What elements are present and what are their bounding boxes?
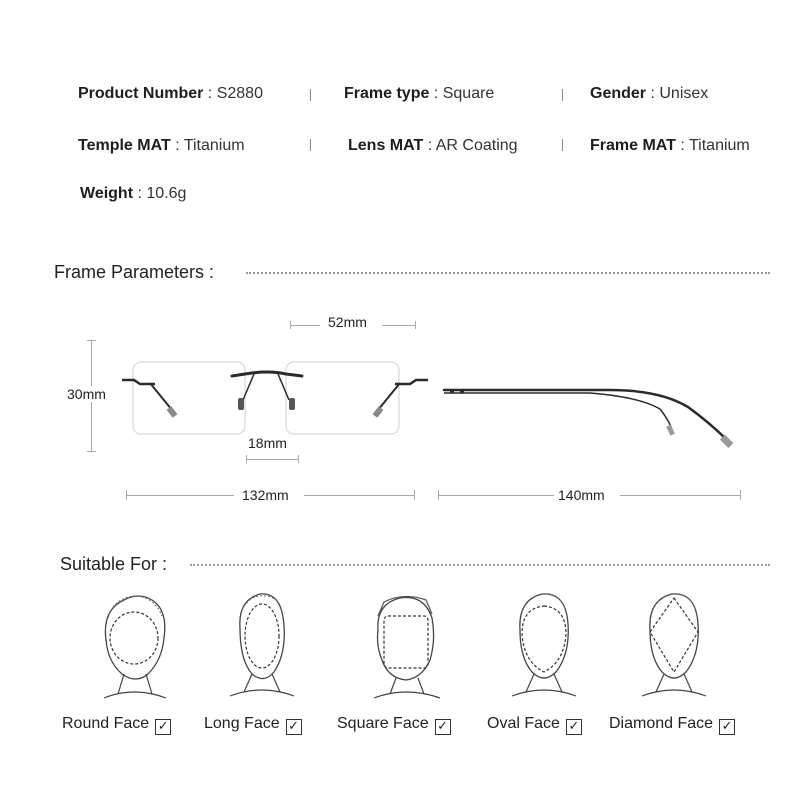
face-label-long bbox=[204, 715, 302, 733]
face-label-text: Long Face bbox=[204, 715, 280, 732]
lens-height-guide-tick bbox=[87, 451, 96, 452]
spec-separator: : bbox=[650, 85, 655, 102]
spec-label: Temple MAT bbox=[78, 137, 171, 154]
face-label-text: Diamond Face bbox=[609, 715, 714, 732]
lens-right bbox=[286, 362, 399, 434]
nose-pad-right bbox=[289, 398, 295, 410]
face-label-round bbox=[62, 715, 171, 733]
bridge-width-guide bbox=[246, 459, 298, 460]
lens-left bbox=[133, 362, 245, 434]
frame-parameters-title: Frame Parameters : bbox=[54, 262, 215, 282]
total-width-guide-right bbox=[304, 495, 414, 496]
spec-label: Gender bbox=[590, 85, 647, 102]
temple-right-folded bbox=[378, 383, 400, 410]
lens-width-guide-left bbox=[290, 325, 320, 326]
checkbox-checked-icon: ✓ bbox=[155, 719, 171, 735]
temple-left-folded bbox=[150, 383, 172, 410]
spec-value: S2880 bbox=[216, 85, 263, 102]
spec-temple-mat bbox=[78, 137, 245, 155]
lens-height-label: 30mm bbox=[67, 386, 106, 402]
temple-length-guide-tick bbox=[438, 490, 439, 500]
lens-height-guide-tick bbox=[87, 340, 96, 341]
checkbox-checked-icon: ✓ bbox=[566, 719, 582, 735]
spec-value: Titanium bbox=[183, 137, 245, 154]
spec-product-number bbox=[78, 85, 263, 103]
oval-face-icon bbox=[504, 588, 584, 698]
temple-inner-tip bbox=[666, 425, 675, 436]
total-width-label: 132mm bbox=[242, 487, 289, 503]
face-label-square bbox=[337, 715, 451, 733]
suitable-for-title: Suitable For : bbox=[60, 554, 168, 574]
temple-arm bbox=[444, 390, 727, 440]
face-label-text: Round Face bbox=[62, 715, 150, 732]
spec-frame-mat bbox=[590, 137, 750, 155]
spec-separator: : bbox=[175, 137, 180, 154]
temple-length-label: 140mm bbox=[558, 487, 605, 503]
column-divider bbox=[562, 89, 563, 101]
bridge-width-guide-tick bbox=[298, 455, 299, 463]
spec-label: Weight bbox=[80, 185, 134, 202]
nose-pad-left bbox=[238, 398, 244, 410]
lens-width-guide-tick bbox=[290, 321, 291, 329]
section-dotted-rule bbox=[246, 272, 770, 274]
lens-width-guide-tick bbox=[415, 321, 416, 329]
spec-separator: : bbox=[433, 85, 439, 102]
spec-value: 10.6g bbox=[146, 185, 187, 202]
temple-length-guide-right bbox=[620, 495, 740, 496]
spec-label: Product Number bbox=[78, 85, 204, 102]
hinge-screw bbox=[460, 389, 464, 393]
spec-lens-mat bbox=[348, 137, 518, 155]
spec-separator: : bbox=[207, 85, 213, 102]
hinge-screw bbox=[450, 389, 454, 393]
spec-label: Frame MAT bbox=[590, 137, 676, 154]
temple-inner-wire bbox=[444, 393, 672, 429]
checkbox-checked-icon: ✓ bbox=[286, 719, 302, 735]
bridge-width-label: 18mm bbox=[248, 435, 287, 451]
lens-width-label: 52mm bbox=[328, 314, 367, 330]
total-width-guide-tick bbox=[414, 490, 415, 500]
total-width-guide-left bbox=[126, 495, 234, 496]
face-label-text: Square Face bbox=[337, 715, 429, 732]
square-face-icon bbox=[364, 590, 448, 700]
column-divider bbox=[562, 139, 563, 151]
lens-width-guide-right bbox=[382, 325, 416, 326]
temple-length-guide-tick bbox=[740, 490, 741, 500]
bridge-arm-right bbox=[278, 374, 289, 400]
checkbox-checked-icon: ✓ bbox=[719, 719, 735, 735]
long-face-icon bbox=[222, 588, 302, 698]
face-label-oval bbox=[487, 715, 582, 733]
spec-separator: : bbox=[137, 185, 142, 202]
face-label-diamond bbox=[609, 715, 735, 733]
spec-value: Square bbox=[442, 85, 495, 102]
spec-label: Frame type bbox=[344, 85, 430, 102]
spec-frame-type bbox=[344, 85, 494, 103]
spec-separator: : bbox=[680, 137, 685, 154]
spec-gender bbox=[590, 85, 708, 103]
section-dotted-rule bbox=[190, 564, 770, 566]
spec-separator: : bbox=[427, 137, 433, 154]
temple-tip-right bbox=[373, 406, 384, 418]
round-face-icon bbox=[94, 590, 174, 700]
spec-label: Lens MAT bbox=[348, 137, 424, 154]
temple-length-guide-left bbox=[438, 495, 554, 496]
spec-value: Titanium bbox=[689, 137, 750, 154]
temple-tip-left bbox=[167, 406, 178, 418]
glasses-side-view bbox=[440, 385, 740, 455]
checkbox-checked-icon: ✓ bbox=[435, 719, 451, 735]
spec-weight bbox=[80, 185, 186, 203]
total-width-guide-tick bbox=[126, 490, 127, 500]
bridge bbox=[232, 372, 302, 376]
face-label-text: Oval Face bbox=[487, 715, 560, 732]
bridge-width-guide-tick bbox=[246, 455, 247, 463]
column-divider bbox=[310, 89, 311, 101]
spec-value: Unisex bbox=[659, 85, 709, 102]
spec-value: AR Coating bbox=[435, 137, 518, 154]
column-divider bbox=[310, 139, 311, 151]
diamond-face-icon bbox=[634, 588, 714, 698]
